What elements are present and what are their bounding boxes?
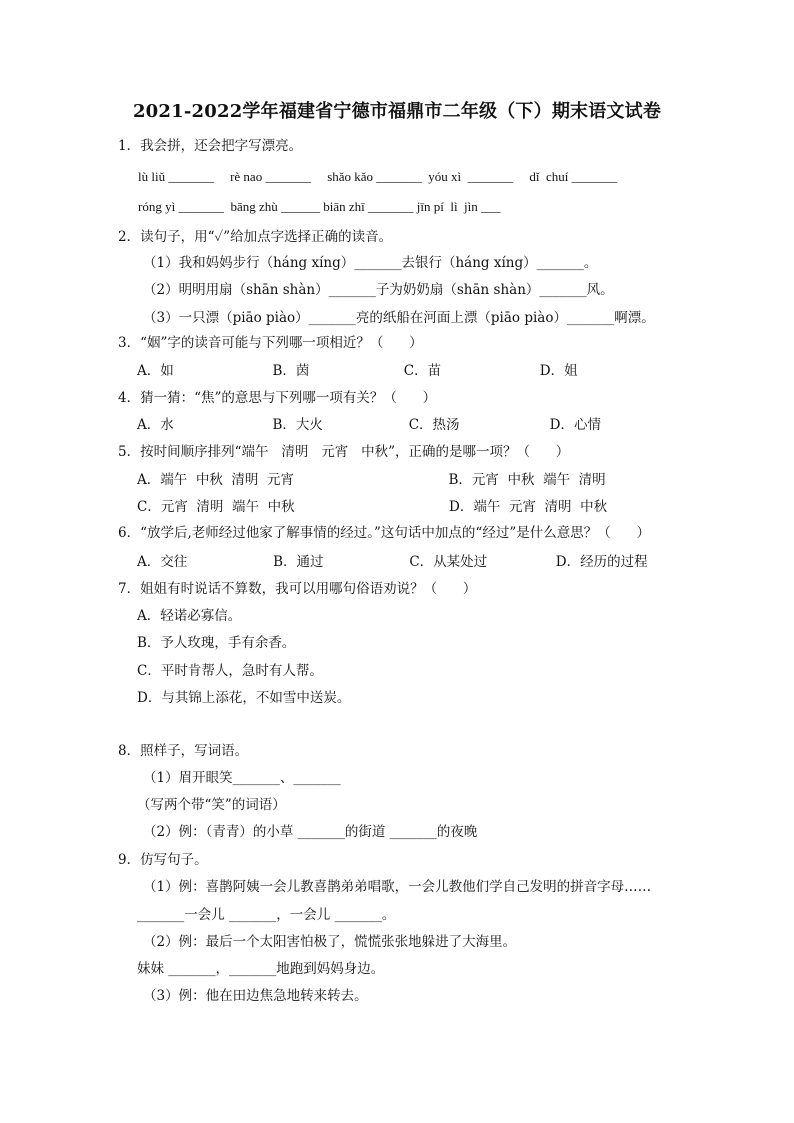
line-q2-2: （2）明明用扇（shān shàn）_______子为奶奶扇（shān shàn）_______风。 [143, 282, 614, 298]
line-q7-a: A．轻诺必寡信。 [137, 608, 242, 624]
line-q3-opts: A．如 B．茵 C．苗 D．姐 [137, 363, 578, 379]
line-q4: 4．猜一猜：“焦”的意思与下列哪一项有关？（ ） [118, 390, 437, 406]
line-q1: 1．我会拼，还会把字写漂亮。 [118, 138, 303, 154]
line-q5-opts-2: C．元宵 清明 端午 中秋 D．端午 元宵 清明 中秋 [137, 499, 608, 515]
line-q1-pinyin-2: róng yì _______ bāng zhù ______ biān zhī _______ jīn pí lì jìn ___ [138, 199, 501, 214]
line-q5: 5．按时间顺序排列“端午 清明 元宵 中秋”，正确的是哪一项？（ ） [118, 444, 570, 460]
line-q8: 8．照样子，写词语。 [118, 743, 249, 759]
line-q7: 7．姐姐有时说话不算数，我可以用哪句俗语劝说？（ ） [118, 581, 477, 597]
line-q2-1: （1）我和妈妈步行（háng xíng）_______去银行（háng xíng）_______。 [143, 255, 598, 271]
line-q7-d: D．与其锦上添花，不如雪中送炭。 [137, 690, 351, 706]
line-q9-2-blank: 妹妹 _______，_______地跑到妈妈身边。 [137, 961, 385, 977]
line-q2-3: （3）一只漂（piāo piào）_______亮的纸船在河面上漂（piāo piào）_______啊漂。 [143, 310, 655, 326]
line-q8-1: （1）眉开眼笑_______、_______ [143, 770, 341, 786]
line-q8-1-note: （写两个带“笑”的词语） [137, 797, 286, 813]
exam-title: 2021-2022学年福建省宁德市福鼎市二年级（下）期末语文试卷 [132, 101, 662, 122]
line-q1-pinyin-1: lù liǔ _______ rè nao _______ shǎo kǎo _______ yóu xì _______ dǐ chuí _______ [138, 169, 618, 184]
line-q8-2: （2）例：（青青）的小草 _______的街道 _______的夜晚 [143, 824, 478, 840]
line-q4-opts: A．水 B．大火 C．热汤 D．心情 [137, 417, 601, 433]
line-q6: 6．“放学后,老师经过他家了解事情的经过。”这句话中加点的“经过”是什么意思？（ ） [118, 525, 650, 541]
line-q3: 3．“姻”字的读音可能与下列哪一项相近？（ ） [118, 335, 423, 351]
line-q7-b: B．予人玫瑰，手有余香。 [137, 635, 296, 651]
line-q9-3: （3）例：他在田边焦急地转来转去。 [143, 988, 368, 1004]
line-q9-1: （1）例：喜鹊阿姨一会儿教喜鹊弟弟唱歌，一会儿教他们学自己发明的拼音字母…… [143, 879, 652, 895]
line-q9: 9．仿写句子。 [118, 852, 208, 868]
line-q7-c: C．平时肯帮人，急时有人帮。 [137, 663, 323, 679]
line-q2: 2．读句子，用“✓”给加点字选择正确的读音。 [118, 229, 393, 245]
line-q9-2: （2）例：最后一个太阳害怕极了，慌慌张张地躲进了大海里。 [143, 934, 517, 950]
line-q9-1-blank: _______一会儿 _______，一会儿 _______。 [137, 907, 396, 923]
line-q5-opts-1: A．端午 中秋 清明 元宵 B．元宵 中秋 端午 清明 [137, 472, 606, 488]
line-q6-opts: A．交往 B．通过 C．从某处过 D．经历的过程 [137, 554, 648, 570]
